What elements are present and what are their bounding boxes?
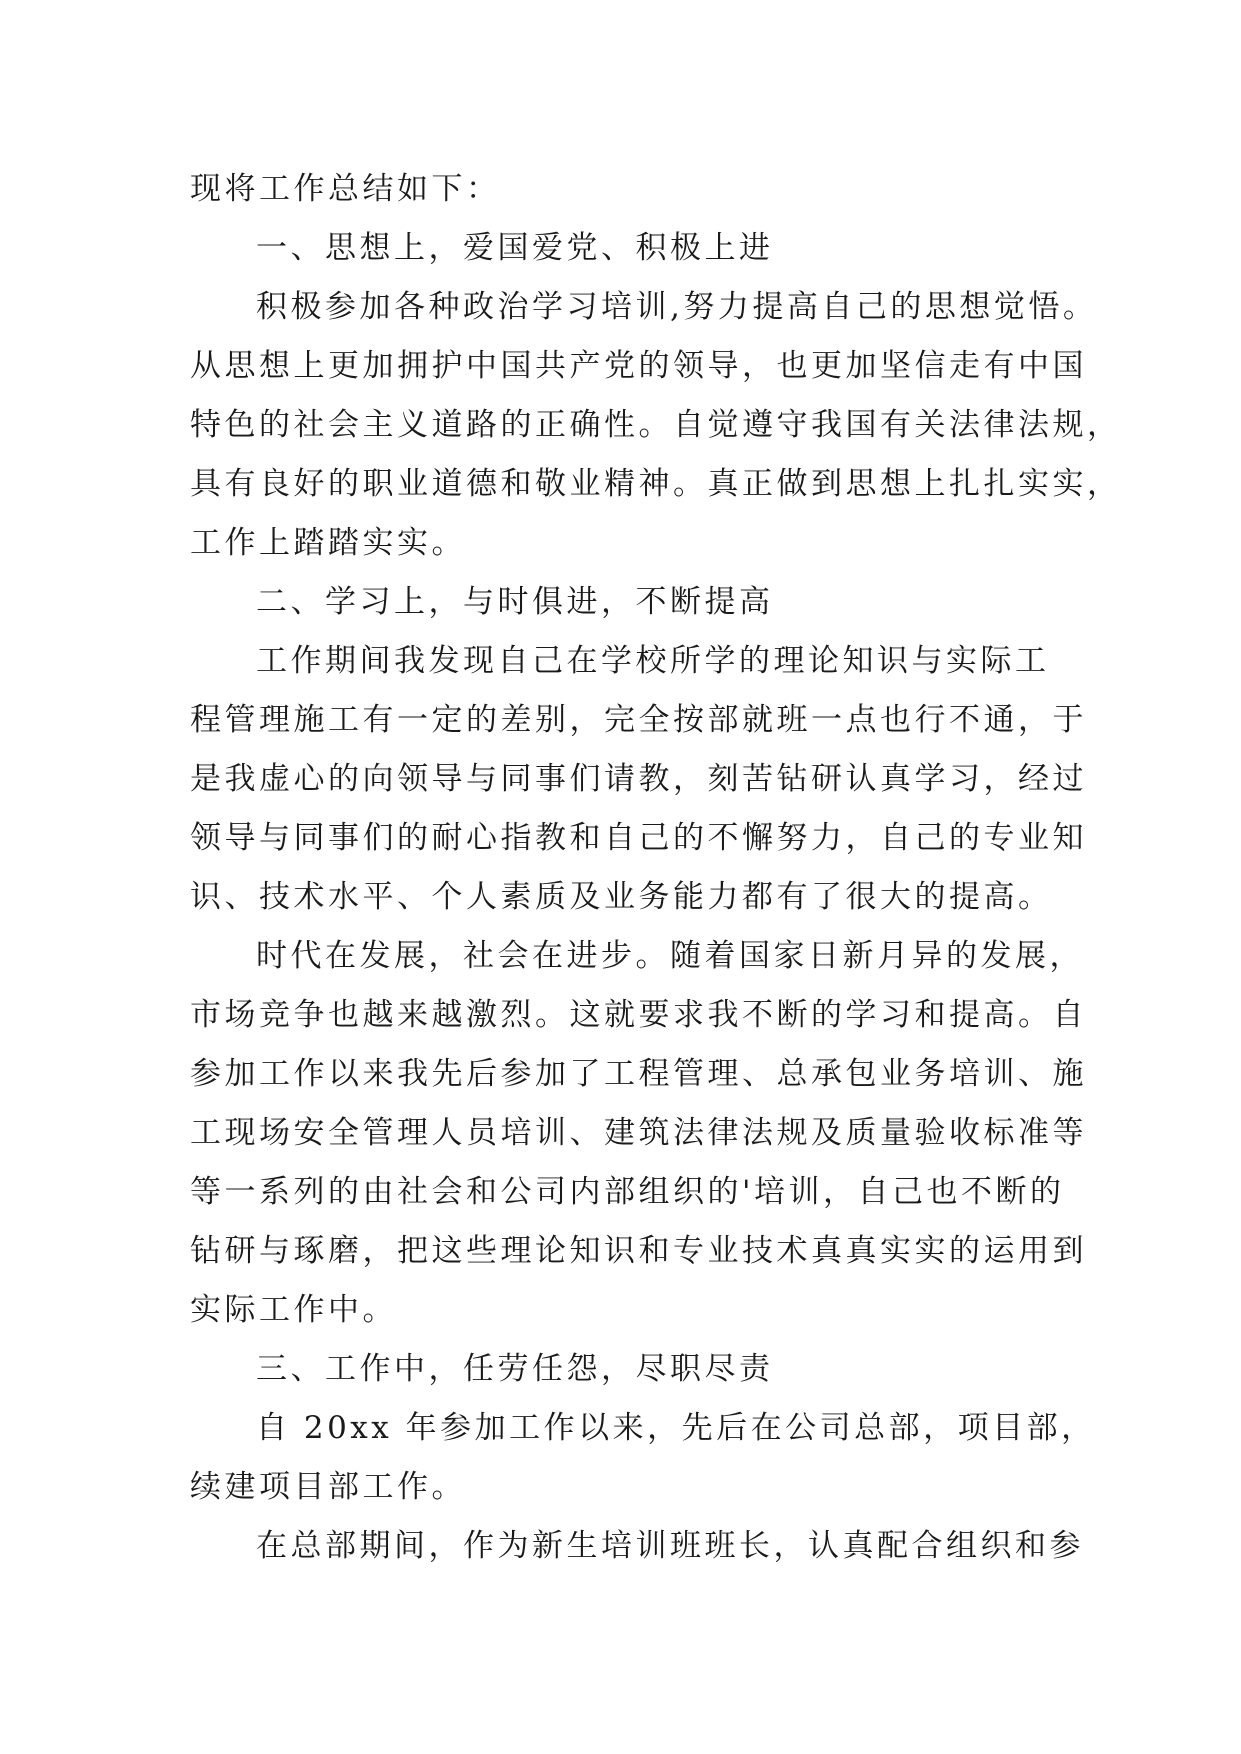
text-line: 时代在发展，社会在进步。随着国家日新月异的发展， — [256, 938, 1084, 974]
text-line: 自 20xx 年参加工作以来，先后在公司总部，项目部， — [256, 1410, 1096, 1446]
text-line: 参加工作以来我先后参加了工程管理、总承包业务培训、施 — [190, 1056, 1087, 1092]
text-line: 领导与同事们的耐心指教和自己的不懈努力，自己的专业知 — [190, 820, 1087, 856]
text-line: 三、工作中，任劳任怨，尽职尽责 — [256, 1351, 774, 1387]
text-line: 程管理施工有一定的差别，完全按部就班一点也行不通，于 — [190, 702, 1087, 738]
text-line: 工作上踏踏实实。 — [190, 525, 466, 561]
text-line: 在总部期间，作为新生培训班班长，认真配合组织和参 — [256, 1528, 1084, 1564]
document-body — [190, 160, 1122, 1576]
text-line: 识、技术水平、个人素质及业务能力都有了很大的提高。 — [190, 879, 1053, 915]
text-line: 积极参加各种政治学习培训,努力提高自己的思想觉悟。 — [256, 289, 1098, 325]
text-line: 钻研与琢磨，把这些理论知识和专业技术真真实实的运用到 — [190, 1233, 1087, 1269]
text-line: 从思想上更加拥护中国共产党的领导，也更加坚信走有中国 — [190, 348, 1087, 384]
text-line: 市场竞争也越来越激烈。这就要求我不断的学习和提高。自 — [190, 997, 1087, 1033]
text-line: 一、思想上，爱国爱党、积极上进 — [256, 230, 774, 266]
text-line: 等一系列的由社会和公司内部组织的'培训，自己也不断的 — [190, 1174, 1065, 1210]
text-line: 工作期间我发现自己在学校所学的理论知识与实际工 — [256, 643, 1050, 679]
text-line: 是我虚心的向领导与同事们请教，刻苦钻研认真学习，经过 — [190, 761, 1087, 797]
text-line: 实际工作中。 — [190, 1292, 397, 1328]
text-line: 具有良好的职业道德和敬业精神。真正做到思想上扎扎实实， — [190, 466, 1122, 502]
text-line: 二、学习上，与时俱进，不断提高 — [256, 584, 774, 620]
text-line: 特色的社会主义道路的正确性。自觉遵守我国有关法律法规， — [190, 407, 1122, 443]
text-line: 工现场安全管理人员培训、建筑法律法规及质量验收标准等 — [190, 1115, 1087, 1151]
text-line: 现将工作总结如下： — [190, 171, 501, 207]
text-line: 续建项目部工作。 — [190, 1469, 466, 1505]
